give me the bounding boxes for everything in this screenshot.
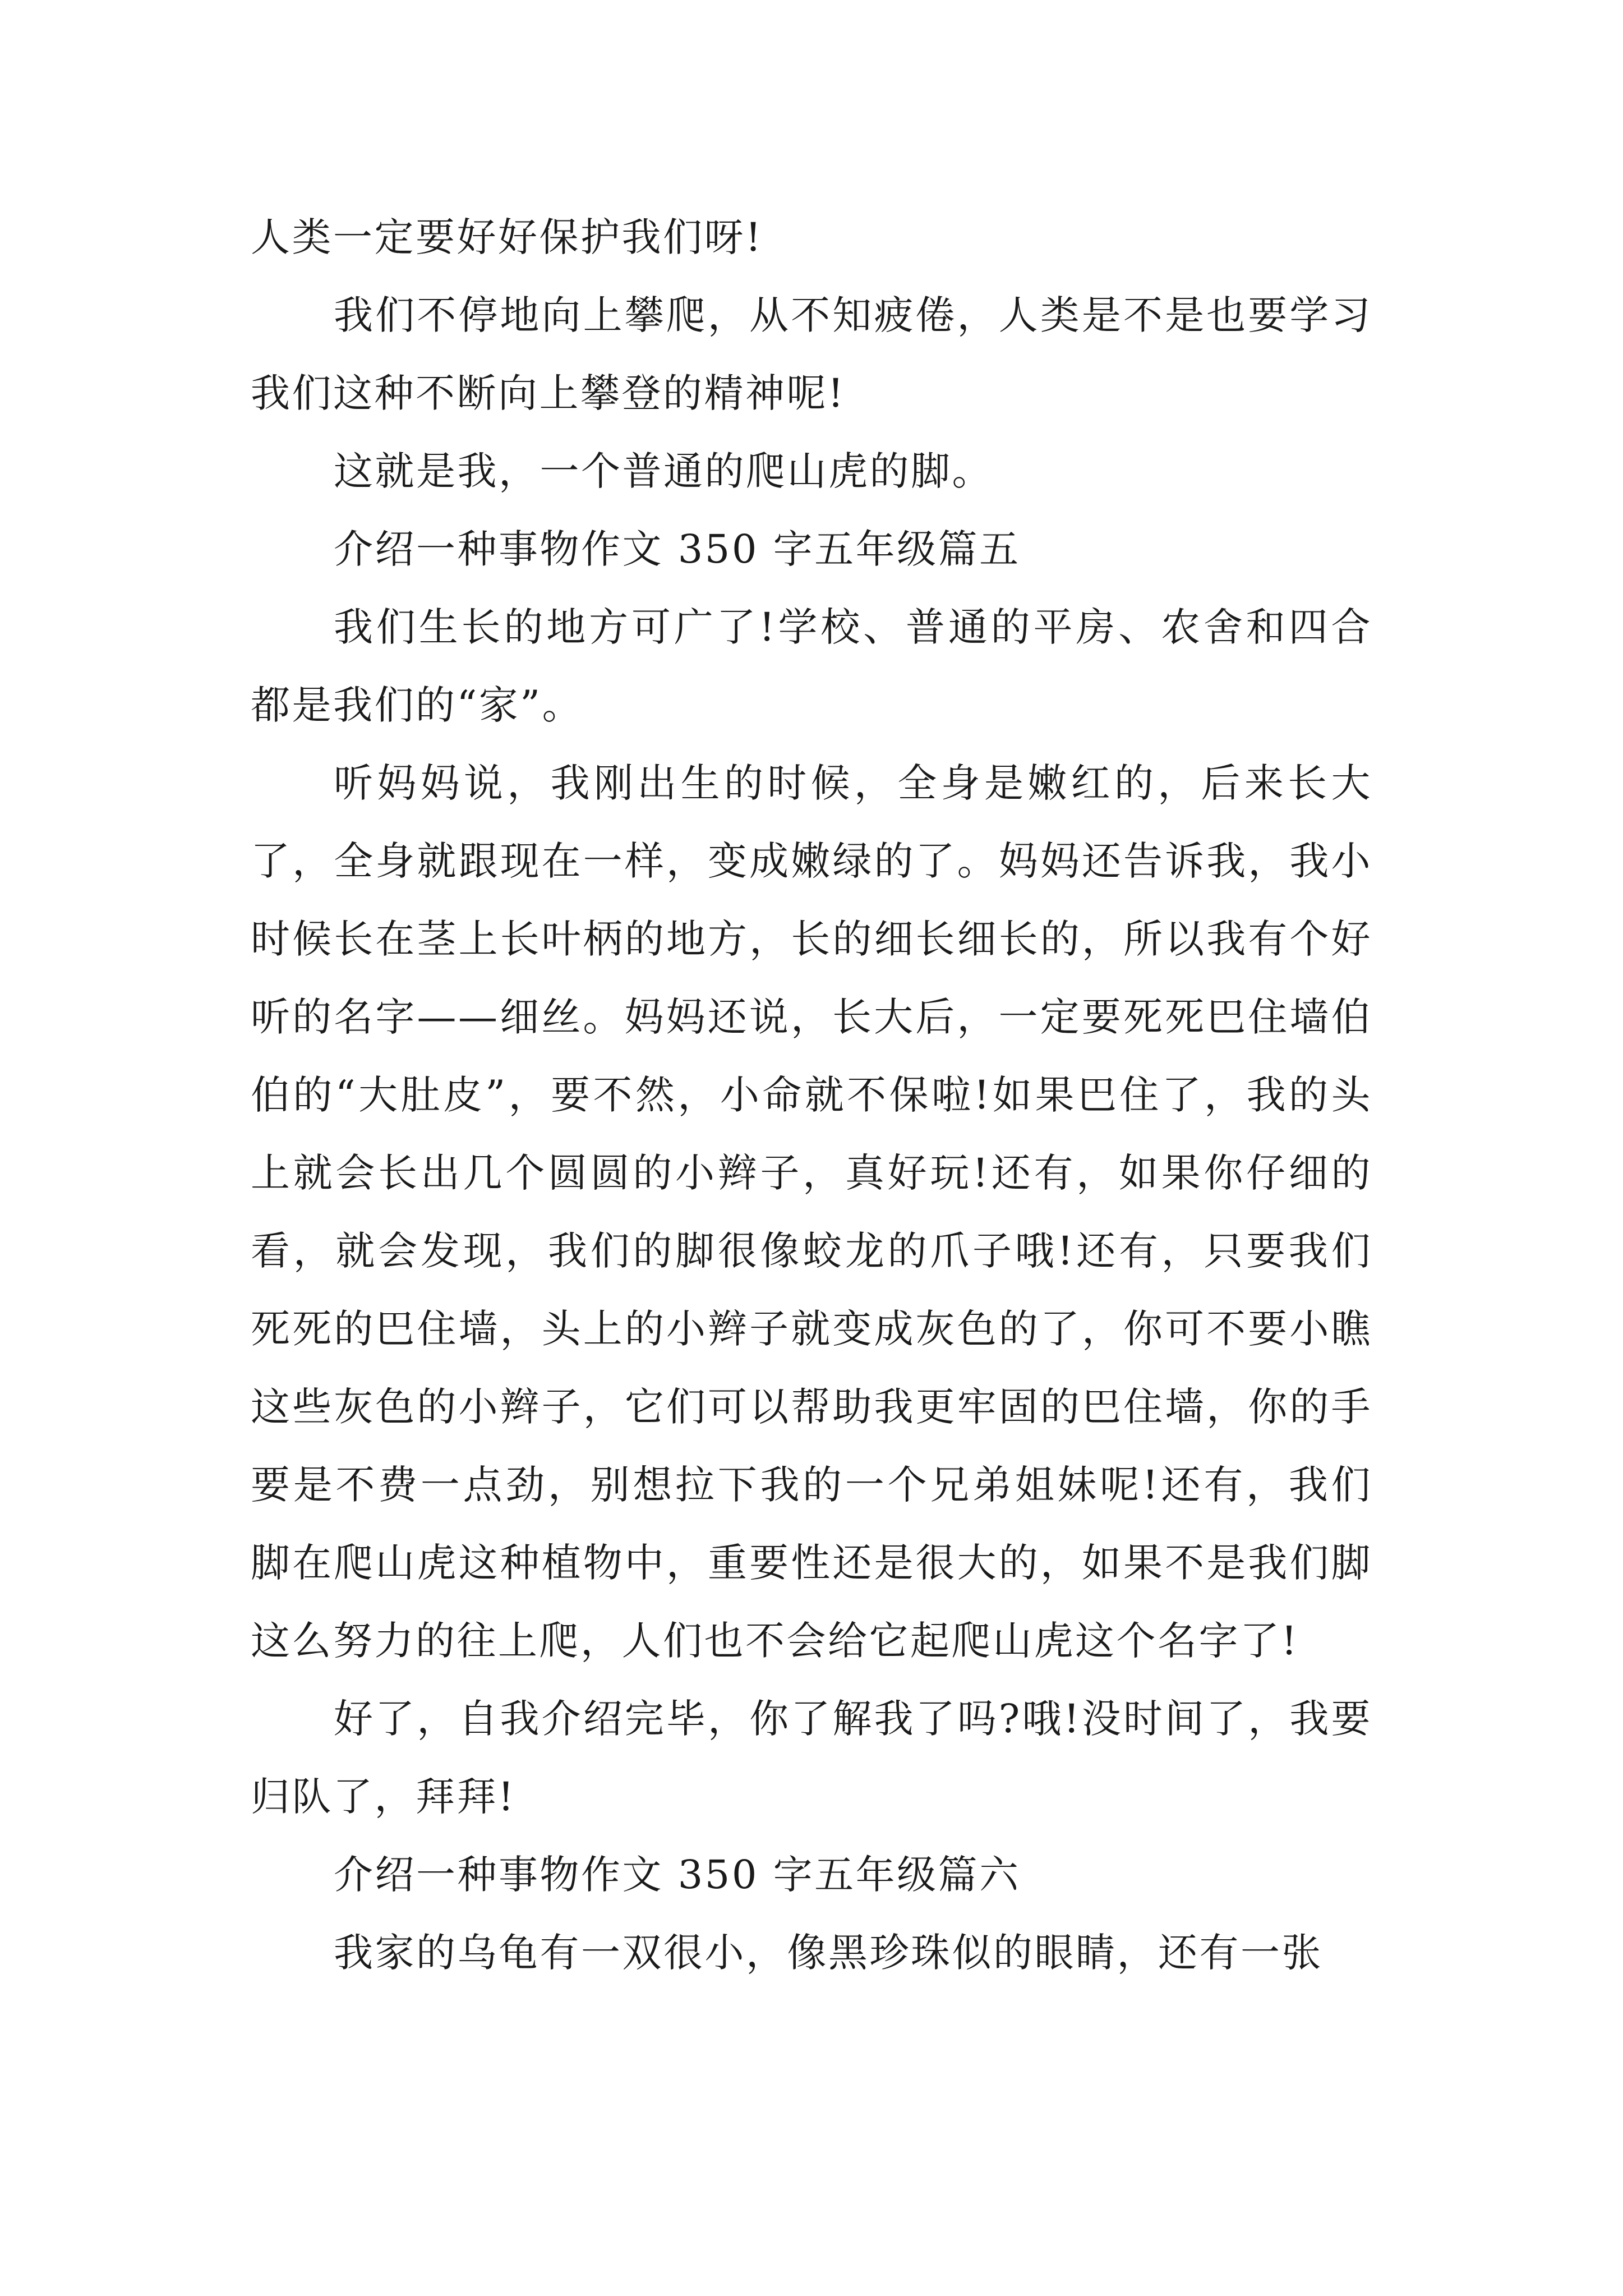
- section-heading-5: 介绍一种事物作文 350 字五年级篇五: [334, 526, 1021, 572]
- essay-text: [251, 199, 1372, 1992]
- paragraph-7: 我家的乌龟有一双很小，像黑珍珠似的眼睛，还有一张: [334, 1930, 1323, 1976]
- paragraph-5: 听妈妈说，我刚出生的时候，全身是嫩红的，后来长大了，全身就跟现在一样，变成嫩绿的了。妈妈还告诉我，我小时候长在茎上长叶柄的地方，长的细长细长的，所以我有个好听的名字——细丝。妈妈还说，长大后，一定要死死巴住墙伯伯的“大肚皮”，要不然，小命就不保啦!如果巴住了，我的头上就会长出几个圆圆的小辫子，真好玩!还有，如果你仔细的看，就会发现，我们的脚很像蛟龙的爪子哦!还有，只要我们死死的巴住墙，头上的小辫子就变成灰色的了，你可不要小瞧这些灰色的小辫子，它们可以帮助我更牢固的巴住墙，你的手要是不费一点劲，别想拉下我的一个兄弟姐妹呢!还有，我们脚在爬山虎这种植物中，重要性还是很大的，如果不是我们脚这么努力的往上爬，人们也不会给它起爬山虎这个名字了!: [251, 760, 1372, 1664]
- section-heading-6: 介绍一种事物作文 350 字五年级篇六: [334, 1852, 1021, 1898]
- paragraph-2: 我们不停地向上攀爬，从不知疲倦，人类是不是也要学习我们这种不断向上攀登的精神呢!: [251, 292, 1372, 416]
- paragraph-6: 好了，自我介绍完毕，你了解我了吗?哦!没时间了，我要归队了，拜拜!: [251, 1696, 1372, 1820]
- paragraph-4: 我们生长的地方可广了!学校、普通的平房、农舍和四合都是我们的“家”。: [251, 604, 1372, 728]
- paragraph-3: 这就是我，一个普通的爬山虎的脚。: [334, 448, 993, 494]
- paragraph-1: 人类一定要好好保护我们呀!: [251, 214, 763, 260]
